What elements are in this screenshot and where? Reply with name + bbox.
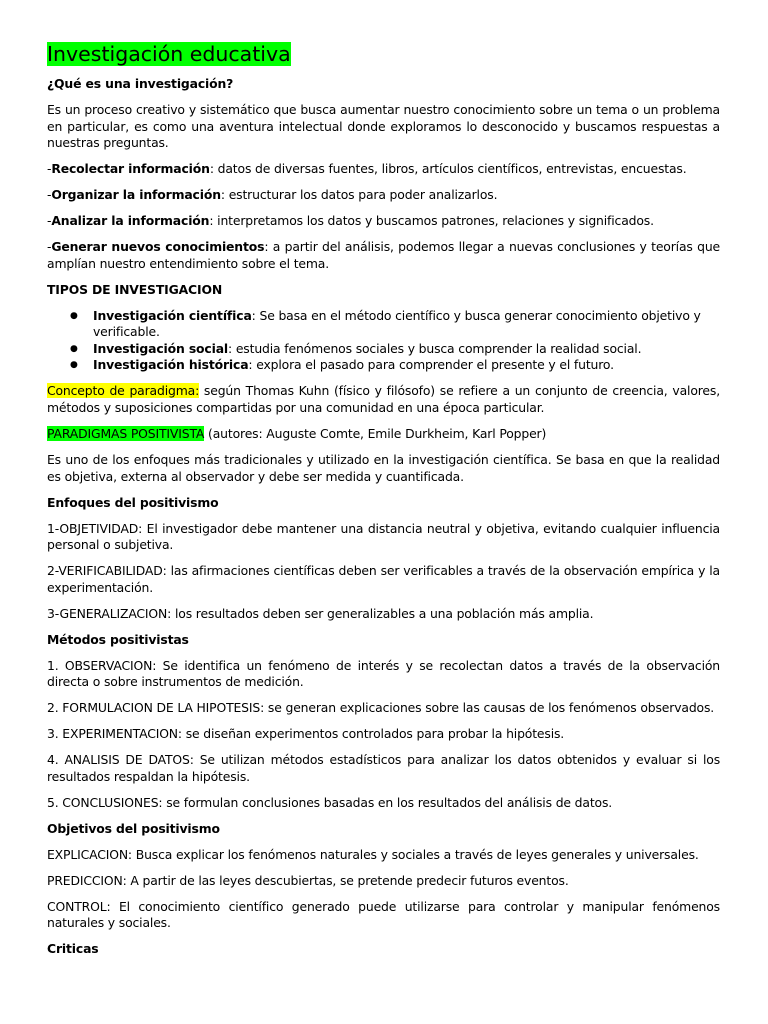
enfoques-heading: Enfoques del positivismo bbox=[47, 494, 219, 510]
document-page bbox=[47, 40, 720, 958]
tipos-heading: TIPOS DE INVESTIGACION bbox=[47, 281, 223, 297]
title-highlight: Investigación educativa bbox=[47, 42, 291, 66]
metodo-item: 1. OBSERVACION: Se identifica un fenómeno de interés y se recolectan datos a través de la observación directa o sobre instrumentos de medición. bbox=[47, 657, 720, 690]
step-organizar: -Organizar la información: estructurar los datos para poder analizarlos. bbox=[47, 187, 498, 203]
step-analizar: -Analizar la información: interpretamos los datos y buscamos patrones, relaciones y significados. bbox=[47, 213, 654, 229]
list-item: ● Investigación científica: Se basa en el método científico y busca generar conocimiento objetivo y verificable. bbox=[93, 308, 720, 341]
objetivo-item: EXPLICACION: Busca explicar los fenómenos naturales y sociales a través de leyes generales y universales. bbox=[47, 846, 699, 862]
enfoque-item: 1-OBJETIVIDAD: El investigador debe mantener una distancia neutral y objetiva, evitando cualquier influencia personal o subjetiva. bbox=[47, 520, 720, 553]
paradigma-highlight: Concepto de paradigma: bbox=[47, 383, 200, 399]
step-generar: -Generar nuevos conocimientos: a partir del análisis, podemos llegar a nuevas conclusiones y teorías que amplían nuestro entendimiento sobre el tema. bbox=[47, 239, 720, 271]
positivismo-paragraph: Es uno de los enfoques más tradicionales y utilizado en la investigación científica. Se basa en que la realidad es objetiva, externa al observador y debe ser medida y cuantificada. bbox=[47, 452, 720, 484]
intro-paragraph: Es un proceso creativo y sistemático que busca aumentar nuestro conocimiento sobre un tema o un problema en particular, es como una aventura intelectual donde exploramos lo desconocido y buscamos respuestas a nuestras preguntas. bbox=[47, 101, 720, 151]
question-heading: ¿Qué es una investigación? bbox=[47, 76, 234, 91]
tipos-list bbox=[47, 308, 720, 374]
objetivos-heading: Objetivos del positivismo bbox=[47, 820, 220, 836]
document-title bbox=[47, 40, 720, 68]
metodo-item: 3. EXPERIMENTACION: se diseñan experimentos controlados para probar la hipótesis. bbox=[47, 726, 565, 742]
step-recolectar: -Recolectar información: datos de diversas fuentes, libros, artículos científicos, entrevistas, encuestas. bbox=[47, 161, 687, 177]
metodo-item: 4. ANALISIS DE DATOS: Se utilizan métodos estadísticos para analizar los datos obtenidos y evaluar si los resultados respaldan la hipótesis. bbox=[47, 752, 720, 784]
criticas-heading: Criticas bbox=[47, 941, 99, 957]
metodos-heading: Métodos positivistas bbox=[47, 631, 189, 647]
paradigma-paragraph: Concepto de paradigma: según Thomas Kuhn (físico y filósofo) se refiere a un conjunto de creencia, valores, métodos y suposiciones compartidas por una comunidad en una época particular. bbox=[47, 383, 720, 416]
positivista-highlight: PARADIGMAS POSITIVISTA bbox=[47, 426, 205, 442]
list-item: ● Investigación histórica: explora el pasado para comprender el presente y el futuro. bbox=[93, 357, 720, 374]
objetivo-item: CONTROL: El conocimiento científico generado puede utilizarse para controlar y manipular fenómenos naturales y sociales. bbox=[47, 898, 720, 931]
enfoque-item: 2-VERIFICABILIDAD: las afirmaciones científicas deben ser verificables a través de la observación empírica y la experimentación. bbox=[47, 563, 720, 595]
metodo-item: 5. CONCLUSIONES: se formulan conclusiones basadas en los resultados del análisis de datos. bbox=[47, 794, 613, 810]
objetivo-item: PREDICCION: A partir de las leyes descubiertas, se pretende predecir futuros eventos. bbox=[47, 872, 569, 888]
enfoque-item: 3-GENERALIZACION: los resultados deben ser generalizables a una población más amplia. bbox=[47, 605, 594, 621]
metodo-item: 2. FORMULACION DE LA HIPOTESIS: se generan explicaciones sobre las causas de los fenómenos observados. bbox=[47, 700, 715, 716]
positivista-paragraph: PARADIGMAS POSITIVISTA (autores: Auguste Comte, Emile Durkheim, Karl Popper) bbox=[47, 426, 547, 442]
list-item: ● Investigación social: estudia fenómenos sociales y busca comprender la realidad social. bbox=[93, 341, 720, 358]
